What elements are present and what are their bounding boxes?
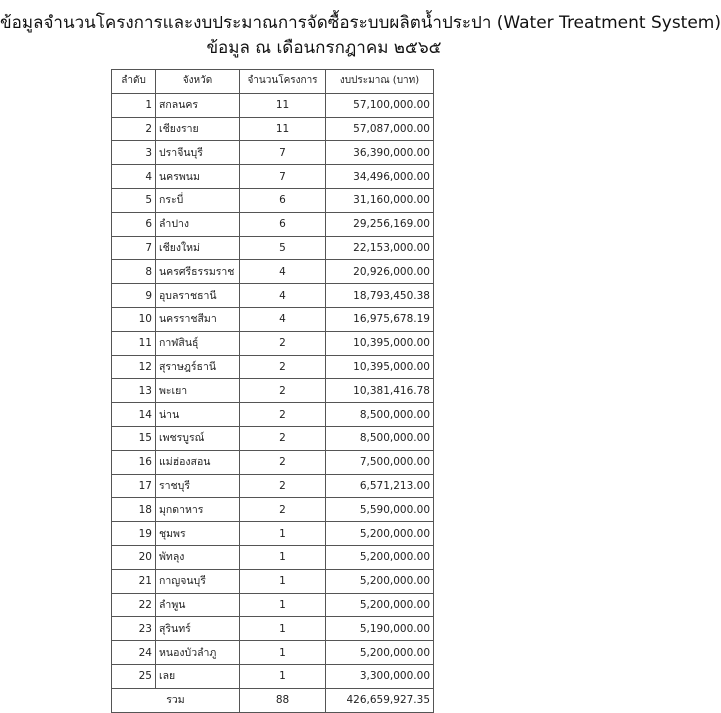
row-projects: 1 <box>240 664 326 688</box>
row-projects: 2 <box>240 403 326 427</box>
row-number: 8 <box>112 260 156 284</box>
row-budget: 10,381,416.78 <box>326 379 434 403</box>
row-budget: 18,793,450.38 <box>326 284 434 308</box>
table-row <box>112 141 434 165</box>
row-province: เชียงใหม่ <box>156 236 240 260</box>
table-row <box>112 188 434 212</box>
table-row <box>112 379 434 403</box>
row-projects: 6 <box>240 212 326 236</box>
table-row <box>112 545 434 569</box>
row-number: 2 <box>112 117 156 141</box>
row-number: 16 <box>112 450 156 474</box>
row-budget: 5,190,000.00 <box>326 617 434 641</box>
row-projects: 4 <box>240 284 326 308</box>
row-projects: 1 <box>240 617 326 641</box>
row-province: ลำพูน <box>156 593 240 617</box>
row-projects: 4 <box>240 307 326 331</box>
row-budget: 22,153,000.00 <box>326 236 434 260</box>
table-body <box>112 93 434 688</box>
table-row <box>112 284 434 308</box>
row-budget: 10,395,000.00 <box>326 355 434 379</box>
row-projects: 2 <box>240 331 326 355</box>
row-number: 15 <box>112 426 156 450</box>
row-projects: 1 <box>240 641 326 665</box>
table-row <box>112 117 434 141</box>
row-number: 3 <box>112 141 156 165</box>
row-province: พะเยา <box>156 379 240 403</box>
row-province: ปราจีนบุรี <box>156 141 240 165</box>
row-number: 22 <box>112 593 156 617</box>
row-province: กระบี่ <box>156 188 240 212</box>
row-budget: 8,500,000.00 <box>326 403 434 427</box>
row-number: 9 <box>112 284 156 308</box>
row-number: 10 <box>112 307 156 331</box>
row-number: 25 <box>112 664 156 688</box>
row-projects: 2 <box>240 474 326 498</box>
row-number: 11 <box>112 331 156 355</box>
row-projects: 7 <box>240 141 326 165</box>
header-budget: งบประมาณ (บาท) <box>326 70 434 94</box>
table-row <box>112 355 434 379</box>
row-number: 18 <box>112 498 156 522</box>
row-budget: 57,087,000.00 <box>326 117 434 141</box>
row-budget: 5,590,000.00 <box>326 498 434 522</box>
row-number: 19 <box>112 522 156 546</box>
row-province: น่าน <box>156 403 240 427</box>
table-row <box>112 403 434 427</box>
row-province: เชียงราย <box>156 117 240 141</box>
row-budget: 5,200,000.00 <box>326 593 434 617</box>
row-budget: 5,200,000.00 <box>326 641 434 665</box>
row-budget: 16,975,678.19 <box>326 307 434 331</box>
row-budget: 10,395,000.00 <box>326 331 434 355</box>
row-number: 13 <box>112 379 156 403</box>
row-province: เลย <box>156 664 240 688</box>
row-number: 5 <box>112 188 156 212</box>
row-province: นครราชสีมา <box>156 307 240 331</box>
row-budget: 29,256,169.00 <box>326 212 434 236</box>
row-projects: 6 <box>240 188 326 212</box>
table-row <box>112 426 434 450</box>
row-province: เพชรบูรณ์ <box>156 426 240 450</box>
row-budget: 7,500,000.00 <box>326 450 434 474</box>
total-budget: 426,659,927.35 <box>326 688 434 712</box>
row-projects: 2 <box>240 498 326 522</box>
table-row <box>112 664 434 688</box>
table-row <box>112 569 434 593</box>
table-row <box>112 236 434 260</box>
row-projects: 11 <box>240 93 326 117</box>
row-number: 23 <box>112 617 156 641</box>
header-projects: จำนวนโครงการ <box>240 70 326 94</box>
row-projects: 1 <box>240 593 326 617</box>
row-province: สกลนคร <box>156 93 240 117</box>
table-row <box>112 212 434 236</box>
row-projects: 2 <box>240 426 326 450</box>
row-budget: 34,496,000.00 <box>326 165 434 189</box>
table-row <box>112 165 434 189</box>
row-number: 24 <box>112 641 156 665</box>
row-province: กาฬสินธุ์ <box>156 331 240 355</box>
row-province: ราชบุรี <box>156 474 240 498</box>
row-projects: 5 <box>240 236 326 260</box>
table-header-row <box>112 70 434 94</box>
row-budget: 36,390,000.00 <box>326 141 434 165</box>
row-number: 6 <box>112 212 156 236</box>
total-label: รวม <box>112 688 240 712</box>
table-row <box>112 641 434 665</box>
row-budget: 3,300,000.00 <box>326 664 434 688</box>
row-budget: 8,500,000.00 <box>326 426 434 450</box>
table-row <box>112 260 434 284</box>
row-projects: 1 <box>240 522 326 546</box>
document-subtitle: ข้อมูล ณ เดือนกรกฎาคม ๒๕๖๕ <box>206 38 442 58</box>
total-projects: 88 <box>240 688 326 712</box>
row-number: 1 <box>112 93 156 117</box>
row-number: 17 <box>112 474 156 498</box>
table-row <box>112 93 434 117</box>
table-row <box>112 522 434 546</box>
table-row <box>112 498 434 522</box>
row-projects: 2 <box>240 450 326 474</box>
row-budget: 31,160,000.00 <box>326 188 434 212</box>
row-budget: 20,926,000.00 <box>326 260 434 284</box>
row-number: 20 <box>112 545 156 569</box>
row-projects: 1 <box>240 545 326 569</box>
table-row <box>112 307 434 331</box>
row-projects: 7 <box>240 165 326 189</box>
row-province: กาญจนบุรี <box>156 569 240 593</box>
header-no: ลำดับ <box>112 70 156 94</box>
row-number: 7 <box>112 236 156 260</box>
row-projects: 11 <box>240 117 326 141</box>
row-province: อุบลราชธานี <box>156 284 240 308</box>
row-province: แม่ฮ่องสอน <box>156 450 240 474</box>
row-province: สุรินทร์ <box>156 617 240 641</box>
budget-table <box>111 69 434 713</box>
table-row <box>112 450 434 474</box>
row-number: 4 <box>112 165 156 189</box>
row-province: มุกดาหาร <box>156 498 240 522</box>
row-budget: 5,200,000.00 <box>326 522 434 546</box>
row-province: หนองบัวลำภู <box>156 641 240 665</box>
document-title: ข้อมูลจำนวนโครงการและงบประมาณการจัดซื้อระบบผลิตน้ำประปา (Water Treatment System) <box>0 13 721 33</box>
table-row <box>112 593 434 617</box>
row-province: สุราษฎร์ธานี <box>156 355 240 379</box>
table-total-row <box>112 688 434 712</box>
row-projects: 2 <box>240 379 326 403</box>
table-row <box>112 331 434 355</box>
row-budget: 6,571,213.00 <box>326 474 434 498</box>
header-province: จังหวัด <box>156 70 240 94</box>
row-projects: 4 <box>240 260 326 284</box>
row-projects: 2 <box>240 355 326 379</box>
row-province: ลำปาง <box>156 212 240 236</box>
row-province: ชุมพร <box>156 522 240 546</box>
row-number: 14 <box>112 403 156 427</box>
row-province: นครพนม <box>156 165 240 189</box>
table-row <box>112 617 434 641</box>
row-number: 12 <box>112 355 156 379</box>
row-budget: 5,200,000.00 <box>326 569 434 593</box>
row-budget: 5,200,000.00 <box>326 545 434 569</box>
row-budget: 57,100,000.00 <box>326 93 434 117</box>
row-projects: 1 <box>240 569 326 593</box>
row-province: พัทลุง <box>156 545 240 569</box>
row-province: นครศรีธรรมราช <box>156 260 240 284</box>
row-number: 21 <box>112 569 156 593</box>
table-row <box>112 474 434 498</box>
